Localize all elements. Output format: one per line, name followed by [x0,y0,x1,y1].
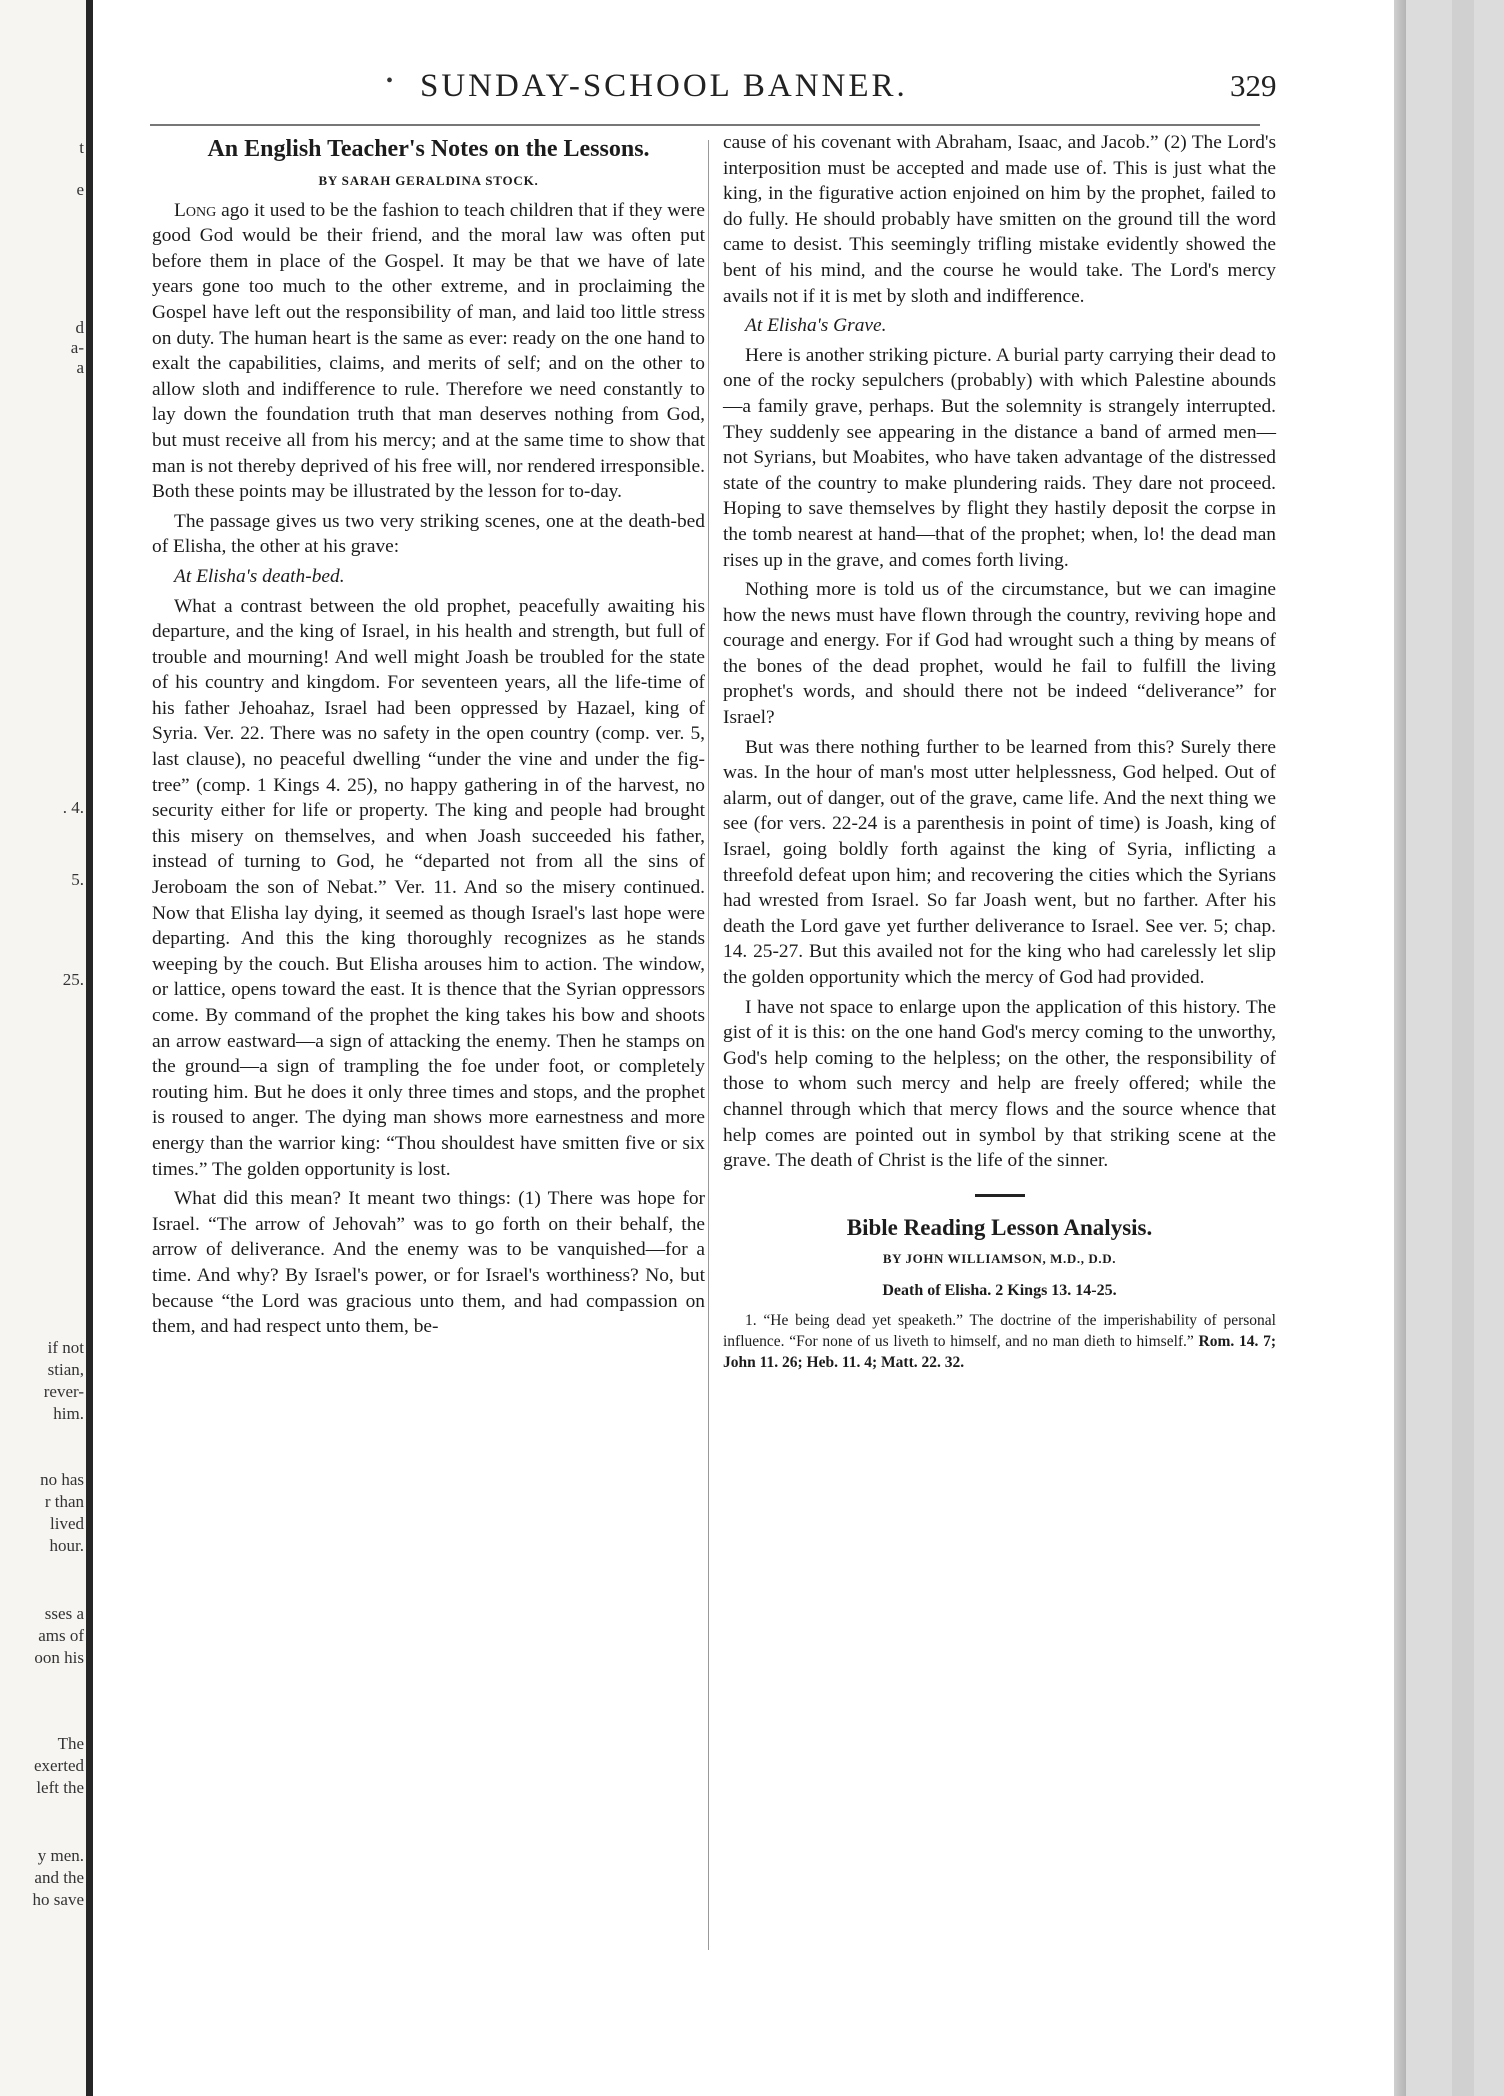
margin-fragment: 5. [71,870,84,889]
margin-fragment: hour. [49,1536,84,1555]
margin-fragment: lived [50,1514,84,1533]
analysis-item [723,1310,1276,1373]
article-title: Bible Reading Lesson Analysis. [846,1214,1153,1240]
margin-fragment: a- [70,338,84,357]
header-rule [150,124,1260,126]
paragraph [152,198,705,505]
margin-fragment: r than [44,1492,84,1511]
paragraph-continued: cause of his covenant with Abraham, Isaac, and Jacob.” (2) The Lord's interposition must be accepted and made use of. This is just what the king, in the figurative action enjoined on him by the prophet, failed to do fully. He should probably have smitten on the ground till the word came to desist. This seemingly trifling mistake evidently showed the bent of his mind, and the course he would take. The Lord's mercy avails not if it is met by sloth and indifference. [723,132,1276,307]
margin-fragment: 25. [62,970,84,989]
article-byline: BY JOHN WILLIAMSON, M.D., D.D. [882,1251,1117,1267]
margin-fragment: t [79,138,84,157]
section-separator [975,1194,1025,1197]
margin-fragment: d [75,318,84,337]
page-number: 329 [1230,68,1277,103]
margin-fragment: left the [36,1778,84,1797]
article-byline: BY SARAH GERALDINA STOCK. [318,173,539,188]
margin-fragment: . 4. [62,798,84,817]
margin-fragment: y men. [37,1846,84,1865]
page-edge-line [1394,0,1406,2096]
paragraph: I have not space to enlarge upon the application of this history. The gist of it is this: on the one hand God's mercy coming to the unworthy, God's help coming to the helpless; on the other, the responsibility of those to whom such mercy and help are freely offered; while the channel through which that mercy flows and the source whence that help comes are pointed out in symbol by that striking scene at the grave. The death of Christ is the life of the sinner. [723,996,1276,1172]
margin-fragment: ams of [38,1626,84,1645]
margin-fragment: if not [47,1338,84,1357]
paragraph: What did this mean? It meant two things: (1) There was hope for Israel. “The arrow of Jehovah” was to go forth on their behalf, the arrow of deliverance. And the enemy was to be vanquished—for a time. And why? By Israel's power, or for Israel's worthiness? No, but because “the Lord was gracious unto them, and had compassion on them, and had respect unto them, be- [152,1188,705,1338]
margin-fragment: stian, [47,1360,84,1379]
running-title: SUNDAY-SCHOOL BANNER. [420,68,908,104]
margin-fragment: and the [34,1868,84,1887]
analysis-text: 1. “He being dead yet speaketh.” The doctrine of the imperishability of personal influence. “For none of us liveth to himself, and no man dieth to himself.” [723,1311,1276,1350]
page-edge-shadow [1398,0,1504,2096]
margin-fragment: e [76,180,84,199]
margin-fragment: rever- [43,1382,84,1401]
margin-fragment: sses a [44,1604,84,1623]
running-header [150,60,1310,120]
margin-fragment: no has [40,1470,84,1489]
paragraph-text: ago it used to be the fashion to teach children that if they were good God would be their friend, and the moral law was often put before them in place of the Gospel. It may be that we have of late years gone too much to the other extreme, and in proclaiming the Gospel have left out the responsibility of man, and laid too little stress on duty. The human heart is the same as ever: ready on the one hand to exalt the capabilities, claims, and merits of self; and on the other to allow sloth and indifference to rule. Therefore we need constantly to lay down the foundation truth that man deserves nothing from God, but must receive all from his mercy; and at the same time to show that man is not thereby deprived of his free will, nor rendered irresponsible. Both these points may be illustrated by the lesson for to-day. [152,199,706,503]
margin-fragment: a [76,358,84,377]
margin-fragment: him. [53,1404,84,1423]
drop-lead: Long [174,199,217,221]
margin-fragment: exerted [33,1756,84,1775]
header-dot: • [386,70,394,92]
paragraph: What a contrast between the old prophet, peacefully awaiting his departure, and the king of Israel, in his health and strength, but full of trouble and mourning! And well might Joash be troubled for the state of his country and kingdom. For seventeen years, all the life-time of his father Jehoahaz, Israel had been oppressed by Hazael, king of Syria. Ver. 22. There was no safety in the open country (comp. ver. 5, last clause), no peaceful dwelling “under the vine and under the fig-tree” (comp. 1 Kings 4. 25), no happy gathering in of the harvest, no security either for life or property. The king and people had brought this misery on themselves, and when Joash succeeded his father, instead of turning to God, he “departed not from all the sins of Jeroboam the son of Nebat.” Ver. 11. And so the misery continued. Now that Elisha lay dying, it seemed as though Israel's last hope were departing. And this the king thoroughly recognizes as he stands weeping by the couch. But Elisha arouses him to action. The window, or lattice, opens toward the east. It is thence that the Syrian oppressors come. By command of the prophet the king takes his bow and shoots an arrow eastward—a sign of attacking the enemy. Then he stamps on the ground—a sign of trampling the foe under foot, or completely routing him. But he does it only three times and stops, and the prophet is roused to anger. The dying man shows more earnestness and more energy than the warrior king: “Thou shouldest have smitten five or six times.” The golden opportunity is lost. [152,595,705,1180]
right-column [723,130,1276,1377]
column-divider [708,140,709,1950]
left-column [152,130,705,1344]
margin-fragment: ho save [32,1890,84,1909]
article-title: An English Teacher's Notes on the Lessons. [207,136,650,162]
paragraph: The passage gives us two very striking scenes, one at the death-bed of Elisha, the other at his grave: [152,510,705,558]
paragraph: Nothing more is told us of the circumstance, but we can imagine how the news must have flown through the country, reviving hope and courage and energy. For if God had wrought such a thing by means of the bones of the dead prophet, would he fail to fulfill the living prophet's words, and should there not be indeed “deliverance” for Israel? [723,579,1276,729]
paragraph: Here is another striking picture. A burial party carrying their dead to one of the rocky sepulchers (probably) with which Palestine abounds—a family grave, perhaps. But the solemnity is strangely interrupted. They suddenly see appearing in the distance a band of armed men—not Syrians, but Moabites, who have taken advantage of the distressed state of the country to make plundering raids. They dare not proceed. Hoping to save themselves by flight they hastily deposit the corpse in the tomb nearest at hand—that of the prophet; when, lo! the dead man rises up in the grave, and comes forth living. [723,344,1276,571]
margin-fragment: oon his [34,1648,84,1667]
section-subheading: At Elisha's death-bed. [174,565,345,587]
scripture-references: Rom. 14. 7; John 11. 26; Heb. 11. 4; Matt. 22. 32. [723,1332,1276,1371]
paragraph: But was there nothing further to be learned from this? Surely there was. In the hour of man's most utter helplessness, God helped. Out of alarm, out of danger, out of the grave, came life. And the next thing we see (for vers. 22-24 is a parenthesis in point of time) is Joash, king of Israel, going boldly forth against the king of Syria, inflicting a threefold defeat upon him; and recovering the cities which the Syrians had wrested from Israel. So far Joash went, but no farther. After his death the Lord gave yet further deliverance to Israel. See ver. 5; chap. 14. 25-27. But this availed not for the king who had carelessly let slip the golden opportunity which the mercy of God had provided. [723,736,1276,988]
margin-fragment: The [57,1734,84,1753]
section-subheading: At Elisha's Grave. [745,315,887,337]
page-fold-line [86,0,93,2096]
lesson-heading: Death of Elisha. 2 Kings 13. 14-25. [882,1281,1117,1299]
page-edge-band [1452,0,1474,2096]
